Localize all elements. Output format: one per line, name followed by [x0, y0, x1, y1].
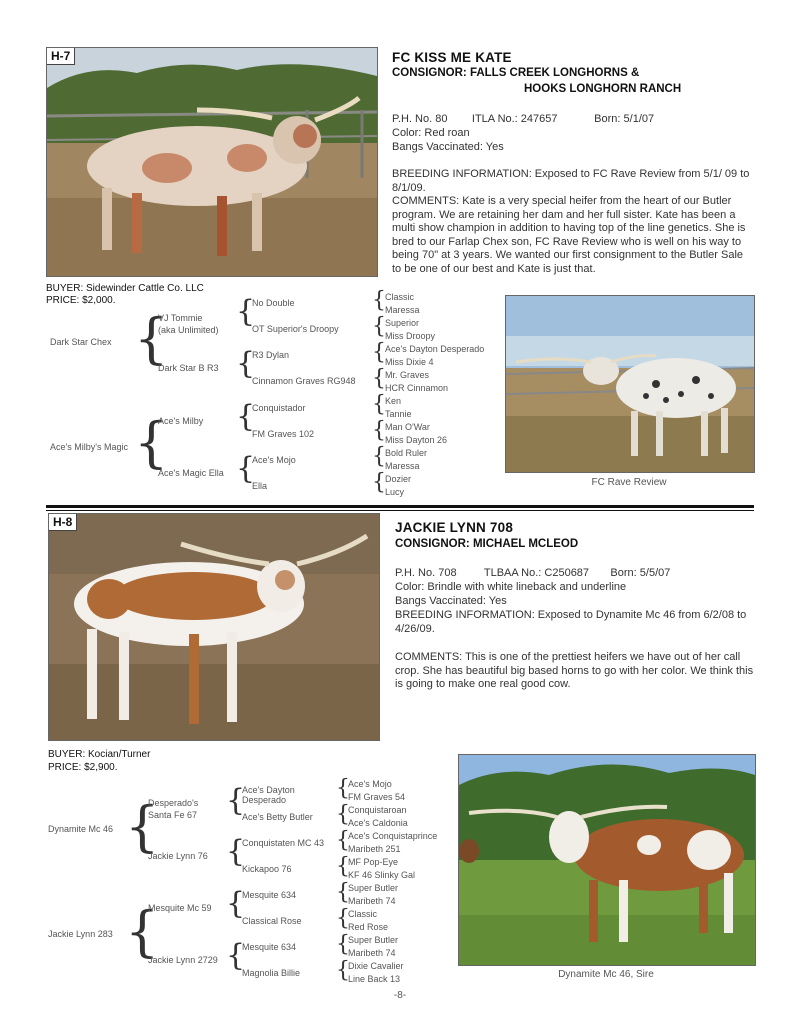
pedigree-gen4: Bold Ruler	[385, 448, 428, 458]
sire-photo-rave-review	[505, 295, 755, 473]
sire-photo-caption: FC Rave Review	[591, 477, 667, 488]
pedigree-gen4: Red Rose	[348, 922, 389, 932]
color-info: Color: Red roan	[392, 127, 470, 139]
lot-photo-jackie-lynn	[48, 513, 380, 741]
pedigree-gen4: Ace's Mojo	[348, 779, 392, 789]
pedigree-brace: {	[336, 828, 350, 853]
pedigree-brace: {	[226, 938, 246, 973]
pedigree-gen4: Maribeth 74	[348, 896, 396, 906]
breeding-info: BREEDING INFORMATION: Exposed to Dynamite Mc 46 from 6/2/08 to 4/26/09.	[395, 609, 747, 635]
pedigree-brace: {	[236, 294, 256, 329]
pedigree-gen4: Ace's Conquistaprince	[348, 831, 438, 841]
pedigree-gen3: Conquistaten MC 43	[242, 838, 325, 848]
pedigree-gen2: Jackie Lynn 76	[148, 851, 208, 861]
pedigree-gen4: Tannie	[385, 409, 412, 419]
pedigree-gen4: Classic	[385, 292, 415, 302]
pedigree-dam: Ace's Milby's Magic	[50, 442, 128, 452]
pedigree-gen3: Ace's Betty Butler	[242, 812, 313, 822]
pedigree-brace: {	[236, 451, 256, 486]
pedigree-gen3: Cinnamon Graves RG948	[252, 376, 356, 386]
pedigree-brace: {	[372, 340, 386, 365]
pedigree-gen2: Ace's Magic Ella	[158, 468, 224, 478]
pedigree-gen4: Ace's Caldonia	[348, 818, 408, 828]
pedigree-gen4: Ken	[385, 396, 402, 406]
sire-photo-caption: Dynamite Mc 46, Sire	[558, 969, 654, 980]
pedigree-gen3: Ella	[252, 481, 268, 491]
pedigree-gen4: KF 46 Slinky Gal	[348, 870, 416, 880]
pedigree-gen4: Maribeth 74	[348, 948, 396, 958]
color-info: Color: Brindle with white lineback and underline	[395, 581, 627, 593]
pedigree-brace: {	[134, 411, 169, 474]
pedigree-brace: {	[336, 932, 350, 957]
pedigree-gen2: VJ Tommie (aka Unlimited)	[158, 313, 219, 335]
pedigree-gen2: Mesquite Mc 59	[148, 903, 212, 913]
pedigree-brace: {	[236, 346, 256, 381]
pedigree-gen4: Miss Dayton 26	[385, 435, 448, 445]
pedigree-brace: {	[336, 880, 350, 905]
consignor: CONSIGNOR: FALLS CREEK LONGHORNS &	[392, 67, 640, 79]
consignor: CONSIGNOR: MICHAEL MCLEOD	[395, 538, 579, 550]
pedigree-gen2: Jackie Lynn 2729	[148, 955, 218, 965]
pedigree-gen3: No Double	[252, 298, 295, 308]
pedigree-gen4: Miss Droopy	[385, 331, 436, 341]
pedigree-gen4: Super Butler	[348, 883, 399, 893]
pedigree-brace: {	[372, 418, 386, 443]
price: PRICE: $2,000.	[46, 295, 116, 306]
consignor-line2: HOOKS LONGHORN RANCH	[524, 83, 682, 95]
pedigree-gen4: Maressa	[385, 305, 420, 315]
pedigree-gen4: Mr. Graves	[385, 370, 430, 380]
lot-tag: H-7	[47, 48, 75, 65]
pedigree-gen4: Maressa	[385, 461, 420, 471]
pedigree-gen4: Miss Dixie 4	[385, 357, 434, 367]
pedigree-brace: {	[226, 834, 246, 869]
pedigree-gen4: MF Pop-Eye	[348, 857, 399, 867]
pedigree-gen4: Classic	[348, 909, 378, 919]
pedigree-sire: Dynamite Mc 46	[48, 824, 114, 834]
pedigree-gen4: Lucy	[385, 487, 405, 497]
bangs-info: Bangs Vaccinated: Yes	[392, 141, 504, 153]
pedigree-sire: Dark Star Chex	[50, 337, 112, 347]
registration-info: P.H. No. 708 TLBAA No.: C250687 Born: 5/5/07	[395, 567, 671, 579]
pedigree-brace: {	[372, 314, 386, 339]
pedigree-gen2: Ace's Milby	[158, 416, 204, 426]
price: PRICE: $2,900.	[48, 762, 118, 773]
pedigree-gen4: Man O'War	[385, 422, 430, 432]
pedigree-gen3: R3 Dylan	[252, 350, 290, 360]
pedigree-gen4: Line Back 13	[348, 974, 401, 984]
pedigree-gen3: Mesquite 634	[242, 942, 297, 952]
pedigree-brace: {	[236, 399, 256, 434]
pedigree-gen4: Dozier	[385, 474, 412, 484]
pedigree-brace: {	[336, 854, 350, 879]
pedigree-gen3: Classical Rose	[242, 916, 302, 926]
section-divider	[46, 505, 754, 508]
pedigree-brace: {	[336, 958, 350, 983]
breeding-info: BREEDING INFORMATION: Exposed to FC Rave Review from 5/1/ 09 to 8/1/09.	[392, 168, 750, 194]
pedigree-gen4: Superior	[385, 318, 420, 328]
sire-photo-dynamite-mc-46	[458, 754, 756, 966]
pedigree-brace: {	[226, 783, 246, 818]
pedigree-gen3: Conquistador	[252, 403, 306, 413]
pedigree-brace: {	[125, 900, 160, 963]
pedigree-brace: {	[336, 776, 350, 801]
pedigree-gen4: Maribeth 251	[348, 844, 401, 854]
comments: COMMENTS: Kate is a very special heifer from the heart of our Butler program. We are retaining her dam and her full sister. Kate has been a multi show champion in addition to having top of the line genetics. She is bred to our Farlap Chex son, FC Rave Review who is well on his way to being 70" at 3 years. We wanted our first consignment to the Butler Sale to be one of our best and Kate is just that.	[392, 195, 746, 275]
pedigree-gen4: HCR Cinnamon	[385, 383, 449, 393]
pedigree-gen3: Mesquite 634	[242, 890, 297, 900]
pedigree-brace: {	[125, 795, 160, 858]
lot-tag: H-8	[49, 514, 77, 531]
pedigree-gen3: Ace's Mojo	[252, 455, 296, 465]
pedigree-brace: {	[336, 906, 350, 931]
section-divider-thin	[46, 510, 754, 511]
pedigree-brace: {	[372, 392, 386, 417]
comments: COMMENTS: This is one of the prettiest heifers we have out of her call crop. She has beautiful big based horns to go with her color. We think this is going to make one real good cow.	[395, 651, 754, 691]
bangs-info: Bangs Vaccinated: Yes	[395, 595, 507, 607]
pedigree-gen4: Super Butler	[348, 935, 399, 945]
pedigree-gen3: Ace's Dayton Desperado	[242, 785, 295, 805]
pedigree-brace: {	[134, 307, 169, 370]
pedigree-gen2: Desperado's Santa Fe 67	[148, 798, 199, 820]
buyer: BUYER: Sidewinder Cattle Co. LLC	[46, 283, 204, 294]
pedigree-brace: {	[336, 802, 350, 827]
pedigree-gen4: Conquistaroan	[348, 805, 407, 815]
animal-name: JACKIE LYNN 708	[395, 520, 514, 535]
lot-photo-kiss-me-kate	[46, 47, 378, 277]
registration-info: P.H. No. 80 ITLA No.: 247657 Born: 5/1/07	[392, 113, 655, 125]
pedigree-brace: {	[372, 470, 386, 495]
pedigree-gen4: Dixie Cavalier	[348, 961, 404, 971]
pedigree-gen3: Kickapoo 76	[242, 864, 292, 874]
pedigree-gen4: Ace's Dayton Desperado	[385, 344, 485, 354]
pedigree-gen2: Dark Star B R3	[158, 363, 219, 373]
pedigree-gen3: FM Graves 102	[252, 429, 315, 439]
pedigree-brace: {	[372, 288, 386, 313]
pedigree-dam: Jackie Lynn 283	[48, 929, 113, 939]
pedigree-gen4: FM Graves 54	[348, 792, 406, 802]
pedigree-gen3: Magnolia Billie	[242, 968, 301, 978]
pedigree-brace: {	[372, 444, 386, 469]
pedigree-brace: {	[226, 886, 246, 921]
animal-name: FC KISS ME KATE	[392, 50, 512, 65]
pedigree-gen3: OT Superior's Droopy	[252, 324, 339, 334]
pedigree-brace: {	[372, 366, 386, 391]
buyer: BUYER: Kocian/Turner	[48, 749, 151, 760]
page-number: -8-	[393, 990, 407, 1001]
